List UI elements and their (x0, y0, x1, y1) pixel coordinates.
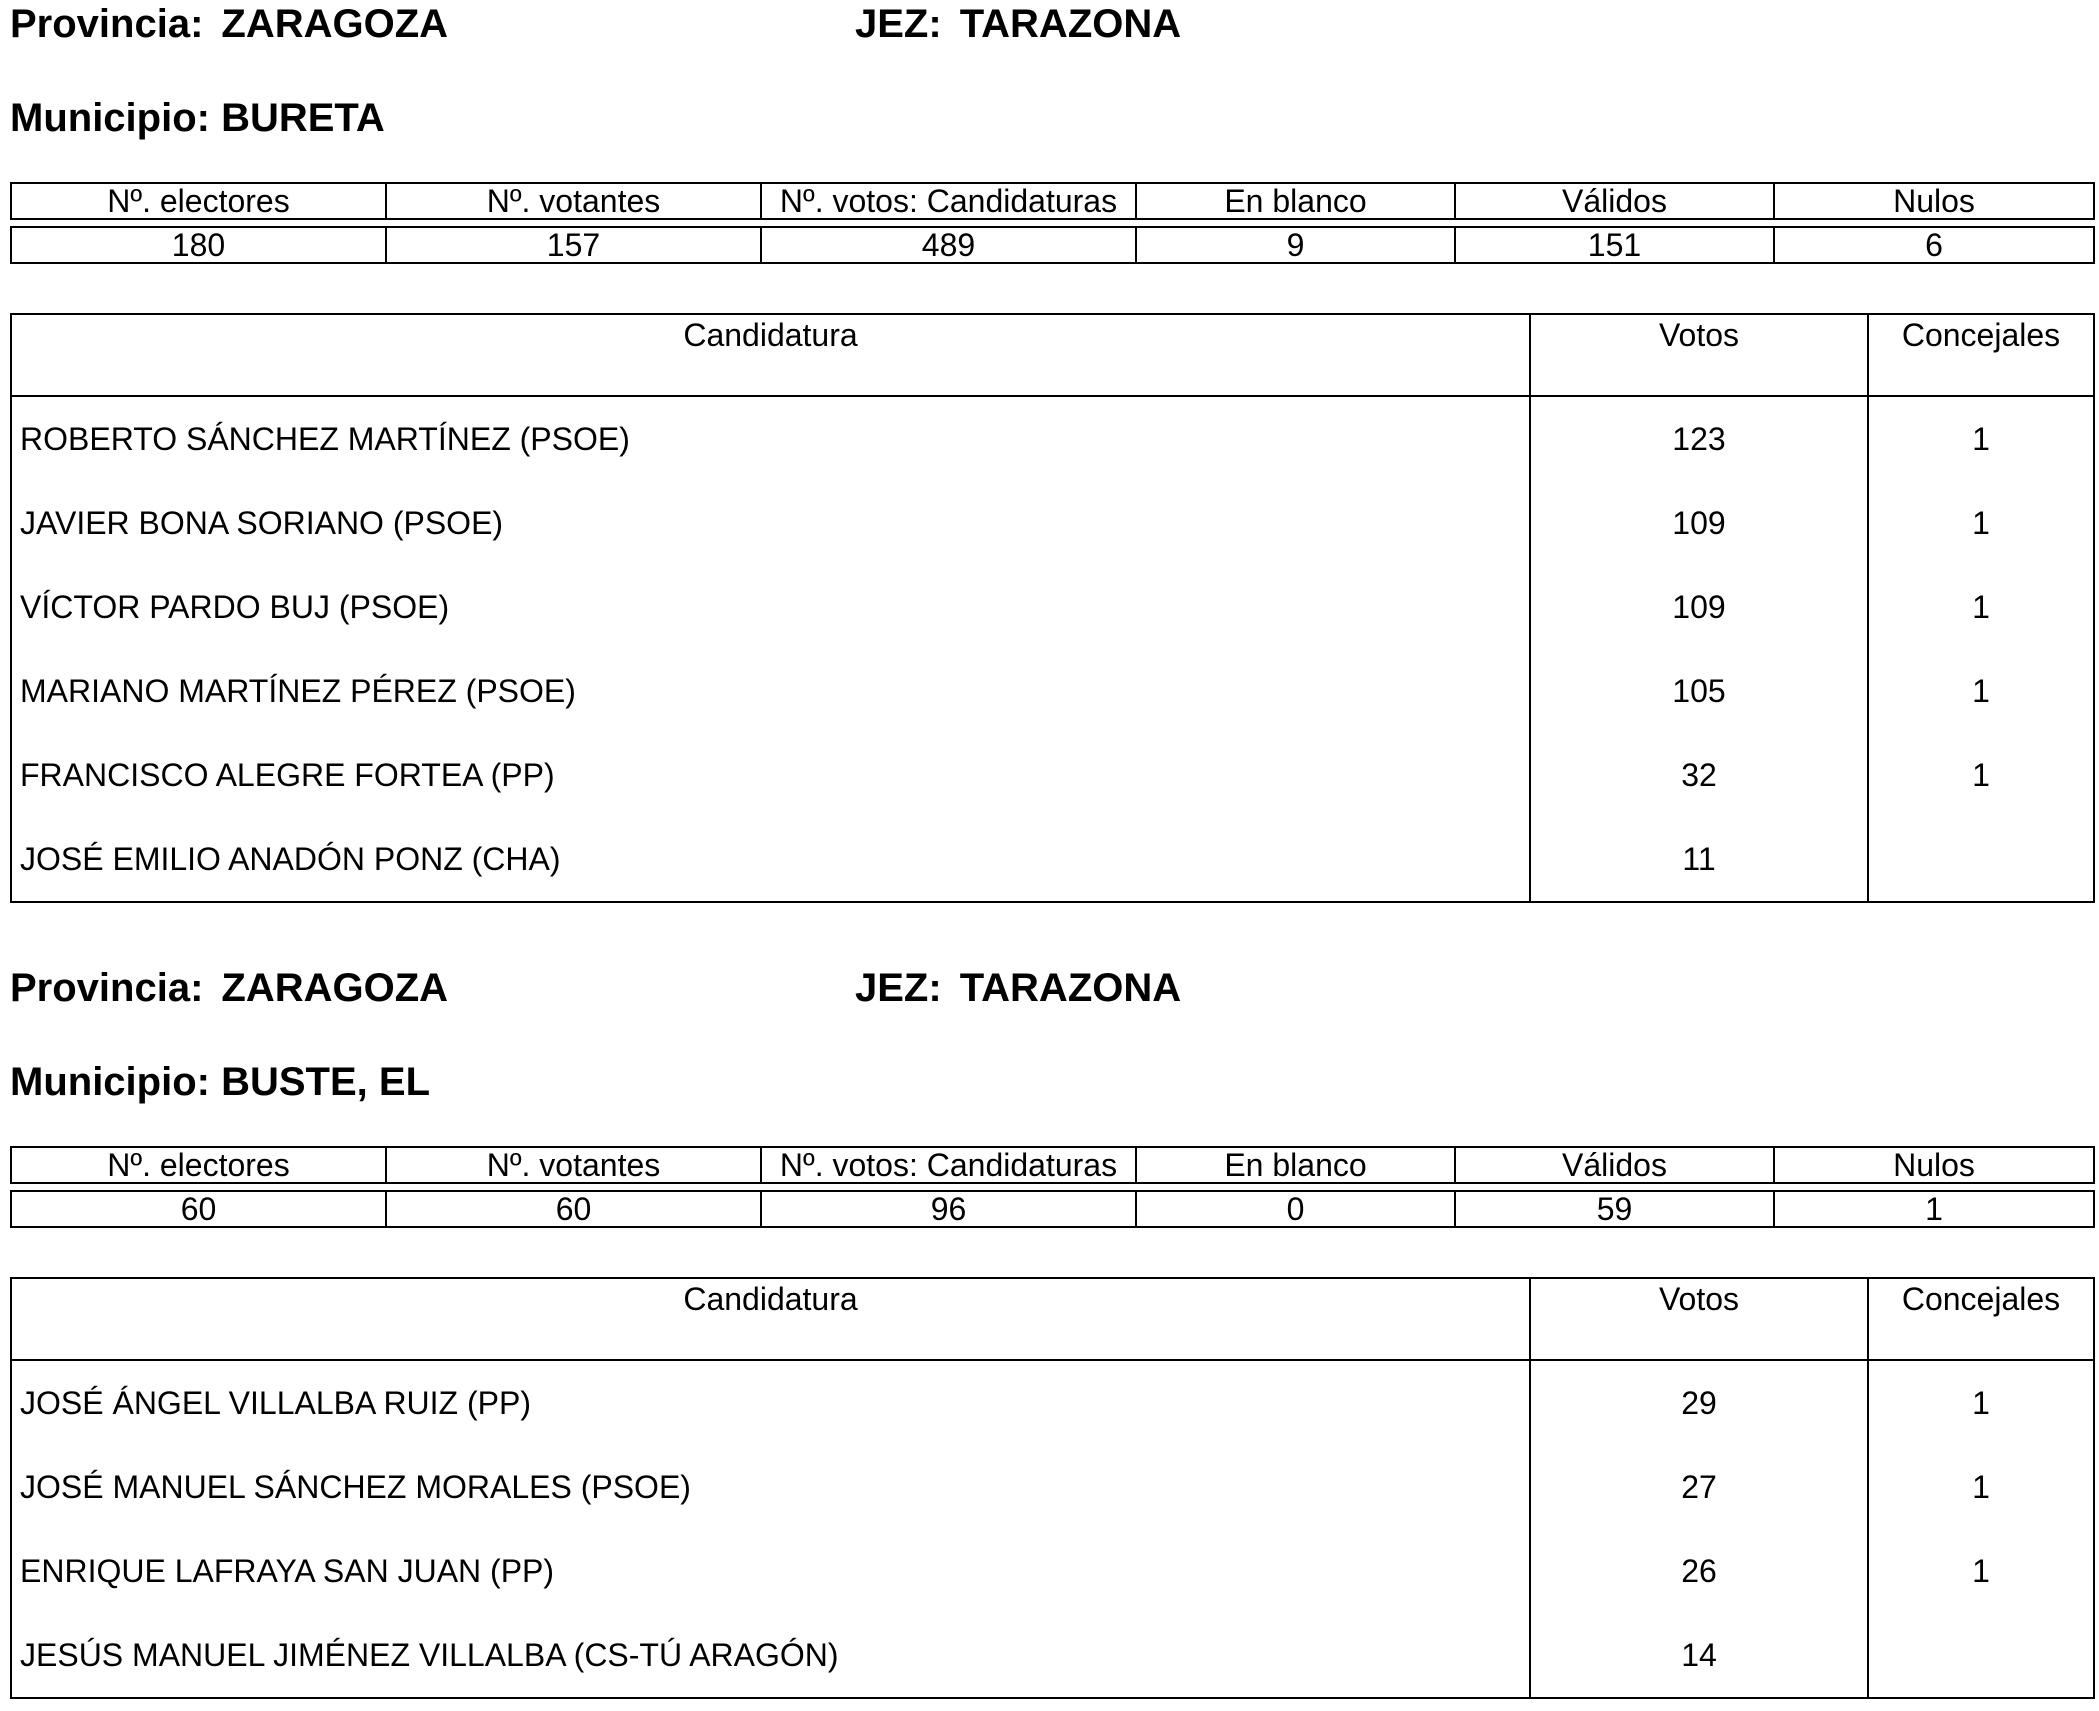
municipio-label: Municipio: (10, 1060, 210, 1104)
municipio-label: Municipio: (10, 96, 210, 140)
municipio-header (10, 1058, 430, 1106)
candidates-header-row (11, 314, 2094, 396)
provincia-header (10, 0, 448, 48)
table-row (11, 481, 2094, 565)
stats-value-electores: 60 (11, 1191, 386, 1227)
col-header-votos: Votos (1530, 314, 1868, 396)
stats-header-electores: Nº. electores (11, 183, 386, 219)
candidate-votos: 32 (1530, 733, 1868, 817)
jez-header (855, 0, 1181, 48)
stats-value-row (11, 1191, 2094, 1227)
jez-label: JEZ: (855, 966, 942, 1010)
col-header-votos: Votos (1530, 1278, 1868, 1360)
stats-value-votos-candidaturas: 489 (761, 227, 1136, 263)
stats-value-row (11, 227, 2094, 263)
stats-value-validos: 151 (1455, 227, 1774, 263)
col-header-concejales: Concejales (1868, 314, 2094, 396)
jez-header (855, 964, 1181, 1012)
stats-value-validos: 59 (1455, 1191, 1774, 1227)
candidate-name: JOSÉ ÁNGEL VILLALBA RUIZ (PP) (11, 1360, 1530, 1445)
municipio-value: BUSTE, EL (221, 1060, 430, 1104)
candidate-concejales: 1 (1868, 396, 2094, 481)
stats-header-votos-candidaturas: Nº. votos: Candidaturas (761, 183, 1136, 219)
candidate-name: ROBERTO SÁNCHEZ MARTÍNEZ (PSOE) (11, 396, 1530, 481)
candidate-name: FRANCISCO ALEGRE FORTEA (PP) (11, 733, 1530, 817)
candidate-votos: 109 (1530, 481, 1868, 565)
stats-header-validos: Válidos (1455, 1147, 1774, 1183)
table-row (11, 1445, 2094, 1529)
stats-header-nulos: Nulos (1774, 1147, 2094, 1183)
stats-value-electores: 180 (11, 227, 386, 263)
provincia-value: ZARAGOZA (221, 2, 449, 46)
provincia-value: ZARAGOZA (221, 966, 449, 1010)
provincia-label: Provincia: (10, 2, 204, 46)
stats-header-votos-candidaturas: Nº. votos: Candidaturas (761, 1147, 1136, 1183)
candidate-name: JESÚS MANUEL JIMÉNEZ VILLALBA (CS-TÚ ARAGÓN) (11, 1613, 1530, 1698)
candidate-concejales: 1 (1868, 1445, 2094, 1529)
col-header-candidatura: Candidatura (11, 1278, 1530, 1360)
candidate-name: VÍCTOR PARDO BUJ (PSOE) (11, 565, 1530, 649)
jez-value: TARAZONA (959, 2, 1182, 46)
stats-value-votantes: 157 (386, 227, 761, 263)
stats-values-table (10, 226, 2095, 264)
candidate-votos: 29 (1530, 1360, 1868, 1445)
candidates-header-row (11, 1278, 2094, 1360)
jez-value: TARAZONA (959, 966, 1182, 1010)
candidate-votos: 11 (1530, 817, 1868, 902)
candidate-concejales (1868, 1613, 2094, 1698)
candidate-name: JOSÉ MANUEL SÁNCHEZ MORALES (PSOE) (11, 1445, 1530, 1529)
stats-value-en-blanco: 0 (1136, 1191, 1455, 1227)
candidate-concejales (1868, 817, 2094, 902)
table-row (11, 817, 2094, 902)
candidate-concejales: 1 (1868, 733, 2094, 817)
candidate-votos: 105 (1530, 649, 1868, 733)
municipio-header (10, 94, 385, 142)
provincia-header (10, 964, 448, 1012)
table-row (11, 1360, 2094, 1445)
provincia-label: Provincia: (10, 966, 204, 1010)
table-row (11, 733, 2094, 817)
stats-header-nulos: Nulos (1774, 183, 2094, 219)
stats-header-electores: Nº. electores (11, 1147, 386, 1183)
stats-header-en-blanco: En blanco (1136, 1147, 1455, 1183)
candidate-concejales: 1 (1868, 565, 2094, 649)
candidates-table (10, 313, 2095, 903)
stats-header-row (11, 183, 2094, 219)
candidate-name: JOSÉ EMILIO ANADÓN PONZ (CHA) (11, 817, 1530, 902)
jez-label: JEZ: (855, 2, 942, 46)
stats-header-validos: Válidos (1455, 183, 1774, 219)
stats-header-votantes: Nº. votantes (386, 183, 761, 219)
stats-table (10, 1146, 2095, 1184)
candidate-concejales: 1 (1868, 1360, 2094, 1445)
candidate-votos: 26 (1530, 1529, 1868, 1613)
stats-header-votantes: Nº. votantes (386, 1147, 761, 1183)
table-row (11, 1529, 2094, 1613)
candidate-concejales: 1 (1868, 481, 2094, 565)
stats-value-votos-candidaturas: 96 (761, 1191, 1136, 1227)
table-row (11, 396, 2094, 481)
table-row (11, 1613, 2094, 1698)
candidate-name: MARIANO MARTÍNEZ PÉREZ (PSOE) (11, 649, 1530, 733)
table-row (11, 649, 2094, 733)
candidate-name: JAVIER BONA SORIANO (PSOE) (11, 481, 1530, 565)
stats-value-nulos: 6 (1774, 227, 2094, 263)
stats-value-nulos: 1 (1774, 1191, 2094, 1227)
col-header-concejales: Concejales (1868, 1278, 2094, 1360)
candidate-concejales: 1 (1868, 1529, 2094, 1613)
stats-table (10, 182, 2095, 220)
municipio-value: BURETA (221, 96, 385, 140)
stats-values-table (10, 1190, 2095, 1228)
stats-header-en-blanco: En blanco (1136, 183, 1455, 219)
stats-value-votantes: 60 (386, 1191, 761, 1227)
candidate-votos: 123 (1530, 396, 1868, 481)
table-row (11, 565, 2094, 649)
candidate-name: ENRIQUE LAFRAYA SAN JUAN (PP) (11, 1529, 1530, 1613)
col-header-candidatura: Candidatura (11, 314, 1530, 396)
stats-value-en-blanco: 9 (1136, 227, 1455, 263)
candidate-votos: 14 (1530, 1613, 1868, 1698)
candidate-votos: 27 (1530, 1445, 1868, 1529)
stats-header-row (11, 1147, 2094, 1183)
candidates-table (10, 1277, 2095, 1699)
candidate-votos: 109 (1530, 565, 1868, 649)
candidate-concejales: 1 (1868, 649, 2094, 733)
